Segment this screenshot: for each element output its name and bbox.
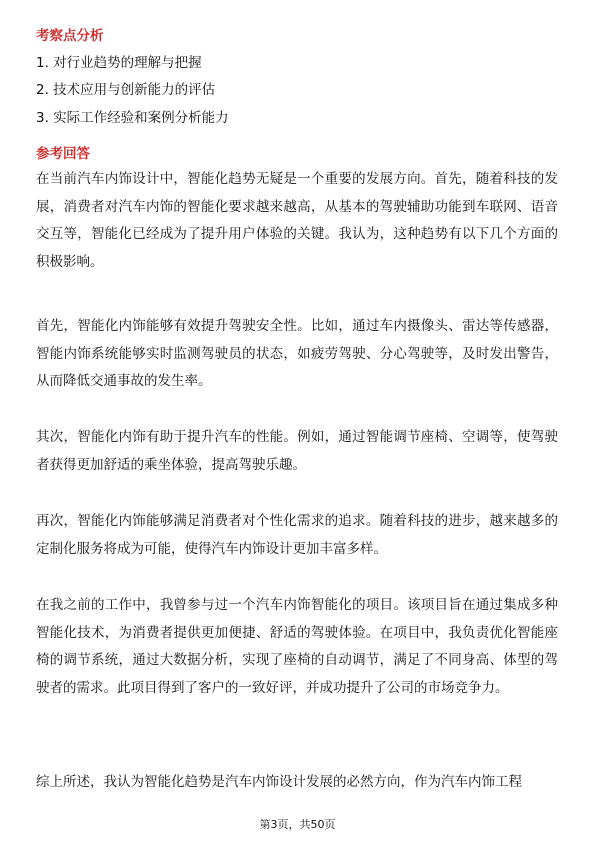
answer-paragraph-6: 综上所述，我认为智能化趋势是汽车内饰设计发展的必然方向，作为汽车内饰工程 xyxy=(36,774,522,790)
answer-paragraph-1: 在当前汽车内饰设计中，智能化趋势无疑是一个重要的发展方向。首先，随着科技的发展，消费者对汽车内饰的智能化要求越来越高，从基本的驾驶辅助功能到车联网、语音交互等，智能化已经成为了提升用户体验的关键。我认为，这种趋势有以下几个方面的积极影响。 xyxy=(36,171,558,270)
exam-point-item-1: 1. 对行业趋势的理解与把握 xyxy=(36,55,202,71)
answer-paragraph-5: 在我之前的工作中，我曾参与过一个汽车内饰智能化的项目。该项目旨在通过集成多种智能化技术，为消费者提供更加便捷、舒适的驾驶体验。在项目中，我负责优化智能座椅的调节系统，通过大数据分析，实现了座椅的自动调节，满足了不同身高、体型的驾驶者的需求。此项目得到了客户的一致好评，并成功提升了公司的市场竞争力。 xyxy=(36,597,558,696)
exam-point-item-2: 2. 技术应用与创新能力的评估 xyxy=(36,82,216,98)
exam-point-item-3: 3. 实际工作经验和案例分析能力 xyxy=(36,110,229,126)
answer-paragraph-4: 再次，智能化内饰能够满足消费者对个性化需求的追求。随着科技的进步，越来越多的定制化服务将成为可能，使得汽车内饰设计更加丰富多样。 xyxy=(36,513,558,557)
page-number-footer: 第3页，共50页 xyxy=(259,818,336,831)
exam-points-heading: 考察点分析 xyxy=(36,28,104,44)
answer-heading: 参考回答 xyxy=(36,146,90,162)
answer-paragraph-2: 首先，智能化内饰能够有效提升驾驶安全性。比如，通过车内摄像头、雷达等传感器，智能内饰系统能够实时监测驾驶员的状态，如疲劳驾驶、分心驾驶等，及时发出警告，从而降低交通事故的发生率。 xyxy=(36,318,558,389)
answer-paragraph-3: 其次，智能化内饰有助于提升汽车的性能。例如，通过智能调节座椅、空调等，使驾驶者获得更加舒适的乘坐体验，提高驾驶乐趣。 xyxy=(36,429,558,473)
